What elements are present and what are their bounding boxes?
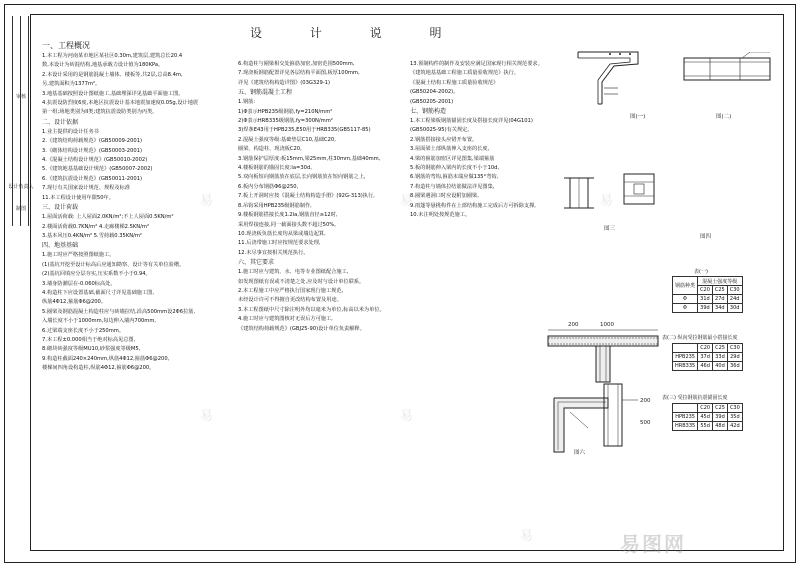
text-line: 2.本设计采用的是钢筋混凝土墙体、楼板等,共2层,总高8.4m, [42, 71, 183, 78]
text-line: 10.现浇板负筋长度均从梁或墙边起算, [238, 230, 326, 237]
text-line: 未经设计许可不得擅自更改结构布置及用途。 [238, 297, 342, 304]
table-header: C30 [727, 286, 742, 295]
section-heading: 一、工程概况 [42, 41, 90, 50]
table-cell: HPB235 [673, 413, 698, 422]
section-heading: 五、钢筋混凝土工程 [238, 89, 293, 97]
watermark: 易 [600, 194, 614, 209]
table-header: C30 [727, 404, 742, 413]
text-line: 11.后浇带施工时应按规范要求处理, [238, 240, 321, 247]
table-cell: 42d [727, 422, 742, 431]
section-body [238, 268, 408, 334]
watermark: 易 [520, 529, 534, 544]
text-line: 3.地基基础按照设计图纸施工,基础埋深详见基础平面施工图。 [42, 90, 184, 97]
table-cell: 29d [727, 353, 742, 362]
section-body [42, 213, 232, 241]
text-line: 详见《建筑结构构造详图》(03G329-1) [238, 79, 330, 86]
dimension-label: 200 [568, 322, 579, 328]
figure-caption: 图(一) [630, 114, 646, 120]
text-line: 7.现浇板钢筋配置详见各层结构平面图,板厚100mm, [238, 70, 360, 77]
table-header: C20 [698, 404, 713, 413]
table-header: 混凝土强度等级 [698, 277, 743, 286]
text-line: 2.钢筋搭接接头应错开布置。 [410, 136, 478, 143]
text-line: 3.钢筋保护层厚度:板15mm,梁25mm,柱30mm,基础40mm, [238, 155, 381, 162]
text-line: 4.构造柱下应设置基础,截面尺寸详见基础施工图, [42, 289, 154, 296]
section-body [410, 60, 570, 107]
text-line: 4.《混凝土结构设计规范》(GB50010-2002) [42, 157, 148, 164]
table-cell: HRB335 [673, 422, 698, 431]
section-body [42, 52, 232, 118]
table-header: C25 [713, 404, 728, 413]
table-header: C20 [698, 286, 713, 295]
table-cell [673, 344, 698, 353]
watermark: 易 [400, 409, 414, 424]
table-caption: 表(一) [694, 269, 708, 275]
table-cell: 35d [727, 413, 742, 422]
table-cell [673, 404, 698, 413]
watermark: 易 [200, 409, 214, 424]
section-body [410, 117, 570, 220]
table-header: C20 [698, 344, 713, 353]
text-line: (1)基坑开挖至设计标高后应通知勘察、设计等有关单位验槽。 [42, 261, 185, 268]
table-cell: 39d [698, 304, 713, 313]
table-cell: 39d [713, 413, 728, 422]
text-line: 数,本设计为砖混结构,地基承载力设计值为180KPa。 [42, 62, 164, 69]
table-row [673, 422, 743, 431]
table-cell: HRB335 [673, 362, 698, 371]
table-cell: 37d [698, 353, 713, 362]
sidebar-label: 审核 [15, 94, 26, 100]
text-line: 采用焊接连接,同一截面接头数不超过50%。 [238, 221, 340, 228]
text-line: 9.构造柱截面240×240mm,纵筋4Φ12,箍筋Φ6@200, [42, 355, 170, 362]
table-cell: 24d [727, 295, 742, 304]
table-row [673, 362, 743, 371]
text-line: 8.吊钩采用HPB235级钢筋制作, [238, 202, 312, 209]
text-line: 纵筋4Φ12,箍筋Φ6@200。 [42, 299, 107, 306]
text-line: 1.施工时应严格按照图纸施工。 [42, 252, 115, 259]
text-line: 1.屋面活荷载: 上人屋面2.0KN/m²;不上人屋面0.5KN/m² [42, 214, 174, 221]
text-line: 9.雨篷等悬挑构件在上部结构施工完成后方可拆除支撑, [410, 202, 536, 209]
text-line: 7.现行有关国家设计规范、规程及标准 [42, 185, 130, 192]
text-line: 3.《砌体结构设计规范》(GB50003-2001) [42, 147, 143, 154]
table-row [673, 295, 743, 304]
table-cell: 40d [713, 362, 728, 371]
figure-caption: 图六 [574, 450, 586, 456]
detail-figure-1 [574, 44, 670, 116]
text-line: 2.《建筑结构荷载规范》(GB50009-2001) [42, 138, 143, 145]
text-line: 1.业主提供的设计任务书 [42, 128, 99, 135]
text-line: 2.楼面活荷载0.7KN/m² 4.走廊楼梯2.5KN/m² [42, 223, 150, 230]
section-body [238, 98, 408, 258]
text-line: 3.本工程图纸中尺寸除注明外均以毫米为单位,标高以米为单位。 [238, 306, 385, 313]
table-cell: 34d [712, 304, 727, 313]
text-line: 2.本工程施工中应严格执行国家现行施工规范, [238, 287, 344, 294]
site-logo: 易图网 [620, 532, 686, 556]
table-caption: 表(二) 纵向受拉钢筋最小搭接长度 [662, 335, 738, 341]
table-cell: 36d [727, 362, 742, 371]
text-line: 1.本工程为河南某市地区某社区0.30m,建筑层,建筑总长20.4 [42, 53, 183, 59]
column-2 [238, 60, 408, 334]
section-body [238, 60, 408, 88]
text-line: (2)基坑回填应分层夯实,压实系数不小于0.94。 [42, 271, 151, 278]
text-line: 9.楼板钢筋搭接长度1.2la,钢筋直径≥12时, [238, 212, 338, 219]
text-line: 《混凝土结构工程施工质量验收规范》 [410, 79, 499, 86]
text-line: 5.板的钢筋伸入梁内的长度不小于10d, [410, 165, 500, 172]
title-sidebar [4, 4, 34, 563]
section-heading: 二、设计依据 [42, 118, 79, 126]
text-line: 3.基本风压0.4KN/m² 5.雪荷载0.35KN/m² [42, 232, 142, 239]
text-line: 11.本工程设计使用年限50年。 [42, 194, 114, 201]
text-line: 1.钢筋: [238, 99, 256, 106]
text-line: 6.《建筑抗震设计规范》(GB50011-2001) [42, 175, 143, 182]
text-line: 8.圈梁遇洞口时应设附加圈梁, [410, 193, 479, 200]
text-line: 6.钢筋的弯钩,箍筋末端应做135°弯钩, [410, 174, 499, 181]
table-cell: 31d [698, 295, 713, 304]
text-line: 1)Φ表示HPB235级钢筋,fy=210N/mm² [238, 108, 333, 115]
figure-caption: 图(二) [716, 114, 732, 120]
text-line: 4.楼板钢筋的锚固长度:la=30d, [238, 165, 312, 172]
section-body [42, 251, 232, 373]
section-heading: 六、其它要求 [238, 259, 275, 267]
lap-length-table [672, 343, 743, 371]
text-line: 《建筑地基基础工程施工质量验收规范》执行。 [410, 70, 519, 77]
text-line: 《建筑结构荷载规范》(GBJ25-90)设计单位负责解释。 [238, 325, 365, 332]
text-line: 另,建筑面积为1377m²。 [42, 81, 101, 88]
dimension-label: 200 [640, 398, 651, 404]
detail-figure-column [598, 380, 648, 450]
text-line: 5.圈梁及钢筋混凝土构造柱应与砖墙拉结,沿高500mm设2Φ6拉筋, [42, 308, 196, 315]
watermark: 易 [200, 194, 214, 209]
table-header: C30 [727, 344, 742, 353]
text-line: 5.双向板短向钢筋放在底层,长向钢筋放在短向钢筋之上, [238, 174, 366, 181]
text-line: 楼梯间四角设构造柱,纵筋4Φ12,箍筋Φ6@200。 [42, 365, 155, 372]
figure-caption: 图四 [700, 234, 712, 240]
figure-caption: 图三 [604, 226, 616, 232]
table-row [673, 413, 743, 422]
column-3 [410, 60, 570, 221]
table-cell: Φ [673, 304, 698, 313]
sidebar-label: 设计负责人 [8, 184, 34, 190]
text-line: 4.梁的箍筋加密区详见图集,梁端箍筋 [410, 155, 495, 162]
text-line: 3)焊条E43用于HPB235,E50用于HRB335(GB5117-85) [238, 127, 371, 134]
detail-figure-3 [560, 168, 670, 226]
text-line: 6.构造柱与圈梁相交处箍筋加密,加密范围500mm, [238, 61, 355, 67]
table-row [673, 353, 743, 362]
table-cell: HPB235 [673, 353, 698, 362]
table-cell: Φ [673, 295, 698, 304]
dimension-label: 500 [640, 420, 651, 426]
text-line: 如发现图纸有误或不清楚之处,应及时与设计单位联系。 [238, 278, 365, 285]
table-cell: 55d [698, 422, 713, 431]
text-line: 4.施工时应与建筑图核对无误后方可施工, [238, 316, 333, 323]
text-line: 3.屋面梁上部纵筋伸入支座的长度, [410, 146, 490, 153]
section-heading: 三、设计荷载 [42, 204, 79, 212]
text-line: 4.抗震设防烈度6度,本地区抗震设计基本地震加速度0.05g,设计地震 [42, 100, 199, 107]
table-header: C25 [712, 286, 727, 295]
page-title: 设 计 说 明 [250, 26, 464, 40]
text-line: 6.板内分布钢筋Φ6@250, [238, 183, 299, 190]
text-line: 6.过梁端支座长度不小于250mm。 [42, 327, 125, 334]
table-cell: 27d [712, 295, 727, 304]
table-header: C25 [713, 344, 728, 353]
text-line: (GB50205-2001) [410, 98, 454, 105]
table-caption: 表(三) 受拉钢筋抗震锚固长度 [662, 395, 728, 401]
text-line: (GB50204-2002)。 [410, 89, 459, 96]
table-row [673, 304, 743, 313]
table-cell: 30d [727, 304, 742, 313]
text-line: 10.未注明处按规范施工。 [410, 212, 471, 219]
text-line: 入墙长度不小于1000mm,每边伸入墙内700mm, [42, 318, 157, 325]
table-cell: 45d [698, 413, 713, 422]
text-line: 圈梁、构造柱、现浇板C20, [238, 146, 302, 153]
text-line: 1.施工时应与建筑、水、电等专业图纸配合施工, [238, 269, 349, 276]
table-header: 钢筋种类 [673, 277, 698, 295]
anchor-length-table-1 [672, 276, 743, 313]
text-line: 7.本工程±0.000相当于绝对标高见总图, [42, 336, 136, 343]
text-line: 13.预制构件的制作及安装应满足国家现行相关规范要求。 [410, 61, 543, 67]
text-line: 2)Φ表示HRB335级钢筋,fy=300N/mm² [238, 118, 333, 125]
section-heading: 四、地基基础 [42, 242, 79, 250]
table-cell: 33d [713, 353, 728, 362]
text-line: 3.墙身防潮层在-0.060标高处。 [42, 280, 116, 287]
sidebar-divider [28, 16, 37, 226]
text-line: 第一组;场地类别为II类;建筑抗震设防类别为丙类。 [42, 109, 158, 116]
sidebar-label: 制图 [15, 206, 26, 212]
detail-figure-2 [680, 52, 776, 92]
table-cell: 48d [713, 422, 728, 431]
text-line: 12.未尽事宜按相关规范执行。 [238, 249, 309, 256]
text-line: 5.《建筑地基基础设计规范》(GB50007-2002) [42, 166, 153, 173]
detail-figure-5 [544, 326, 662, 386]
text-line: 7.板上开洞时应按《混凝土结构构造手册》(92G-313)执行, [238, 193, 375, 200]
watermark: 易 [400, 194, 414, 209]
text-line: 1.本工程梁板钢筋锚固长度及搭接长度详见(04G101) [410, 118, 533, 125]
text-line: 7.构造柱与墙体拉结筋做法详见图集, [410, 183, 495, 190]
table-cell: 46d [698, 362, 713, 371]
seismic-anchor-table [672, 403, 743, 431]
text-line: 2.混凝土强度等级:基础垫层C10,基础C20, [238, 136, 336, 143]
dimension-label: 1000 [600, 322, 614, 328]
section-heading: 七、钢筋构造 [410, 108, 447, 116]
text-line: 8.砌块砖强度等级MU10,砂浆强度等级M5, [42, 346, 141, 353]
text-line: (GB50025-95)有关规定。 [410, 127, 473, 134]
